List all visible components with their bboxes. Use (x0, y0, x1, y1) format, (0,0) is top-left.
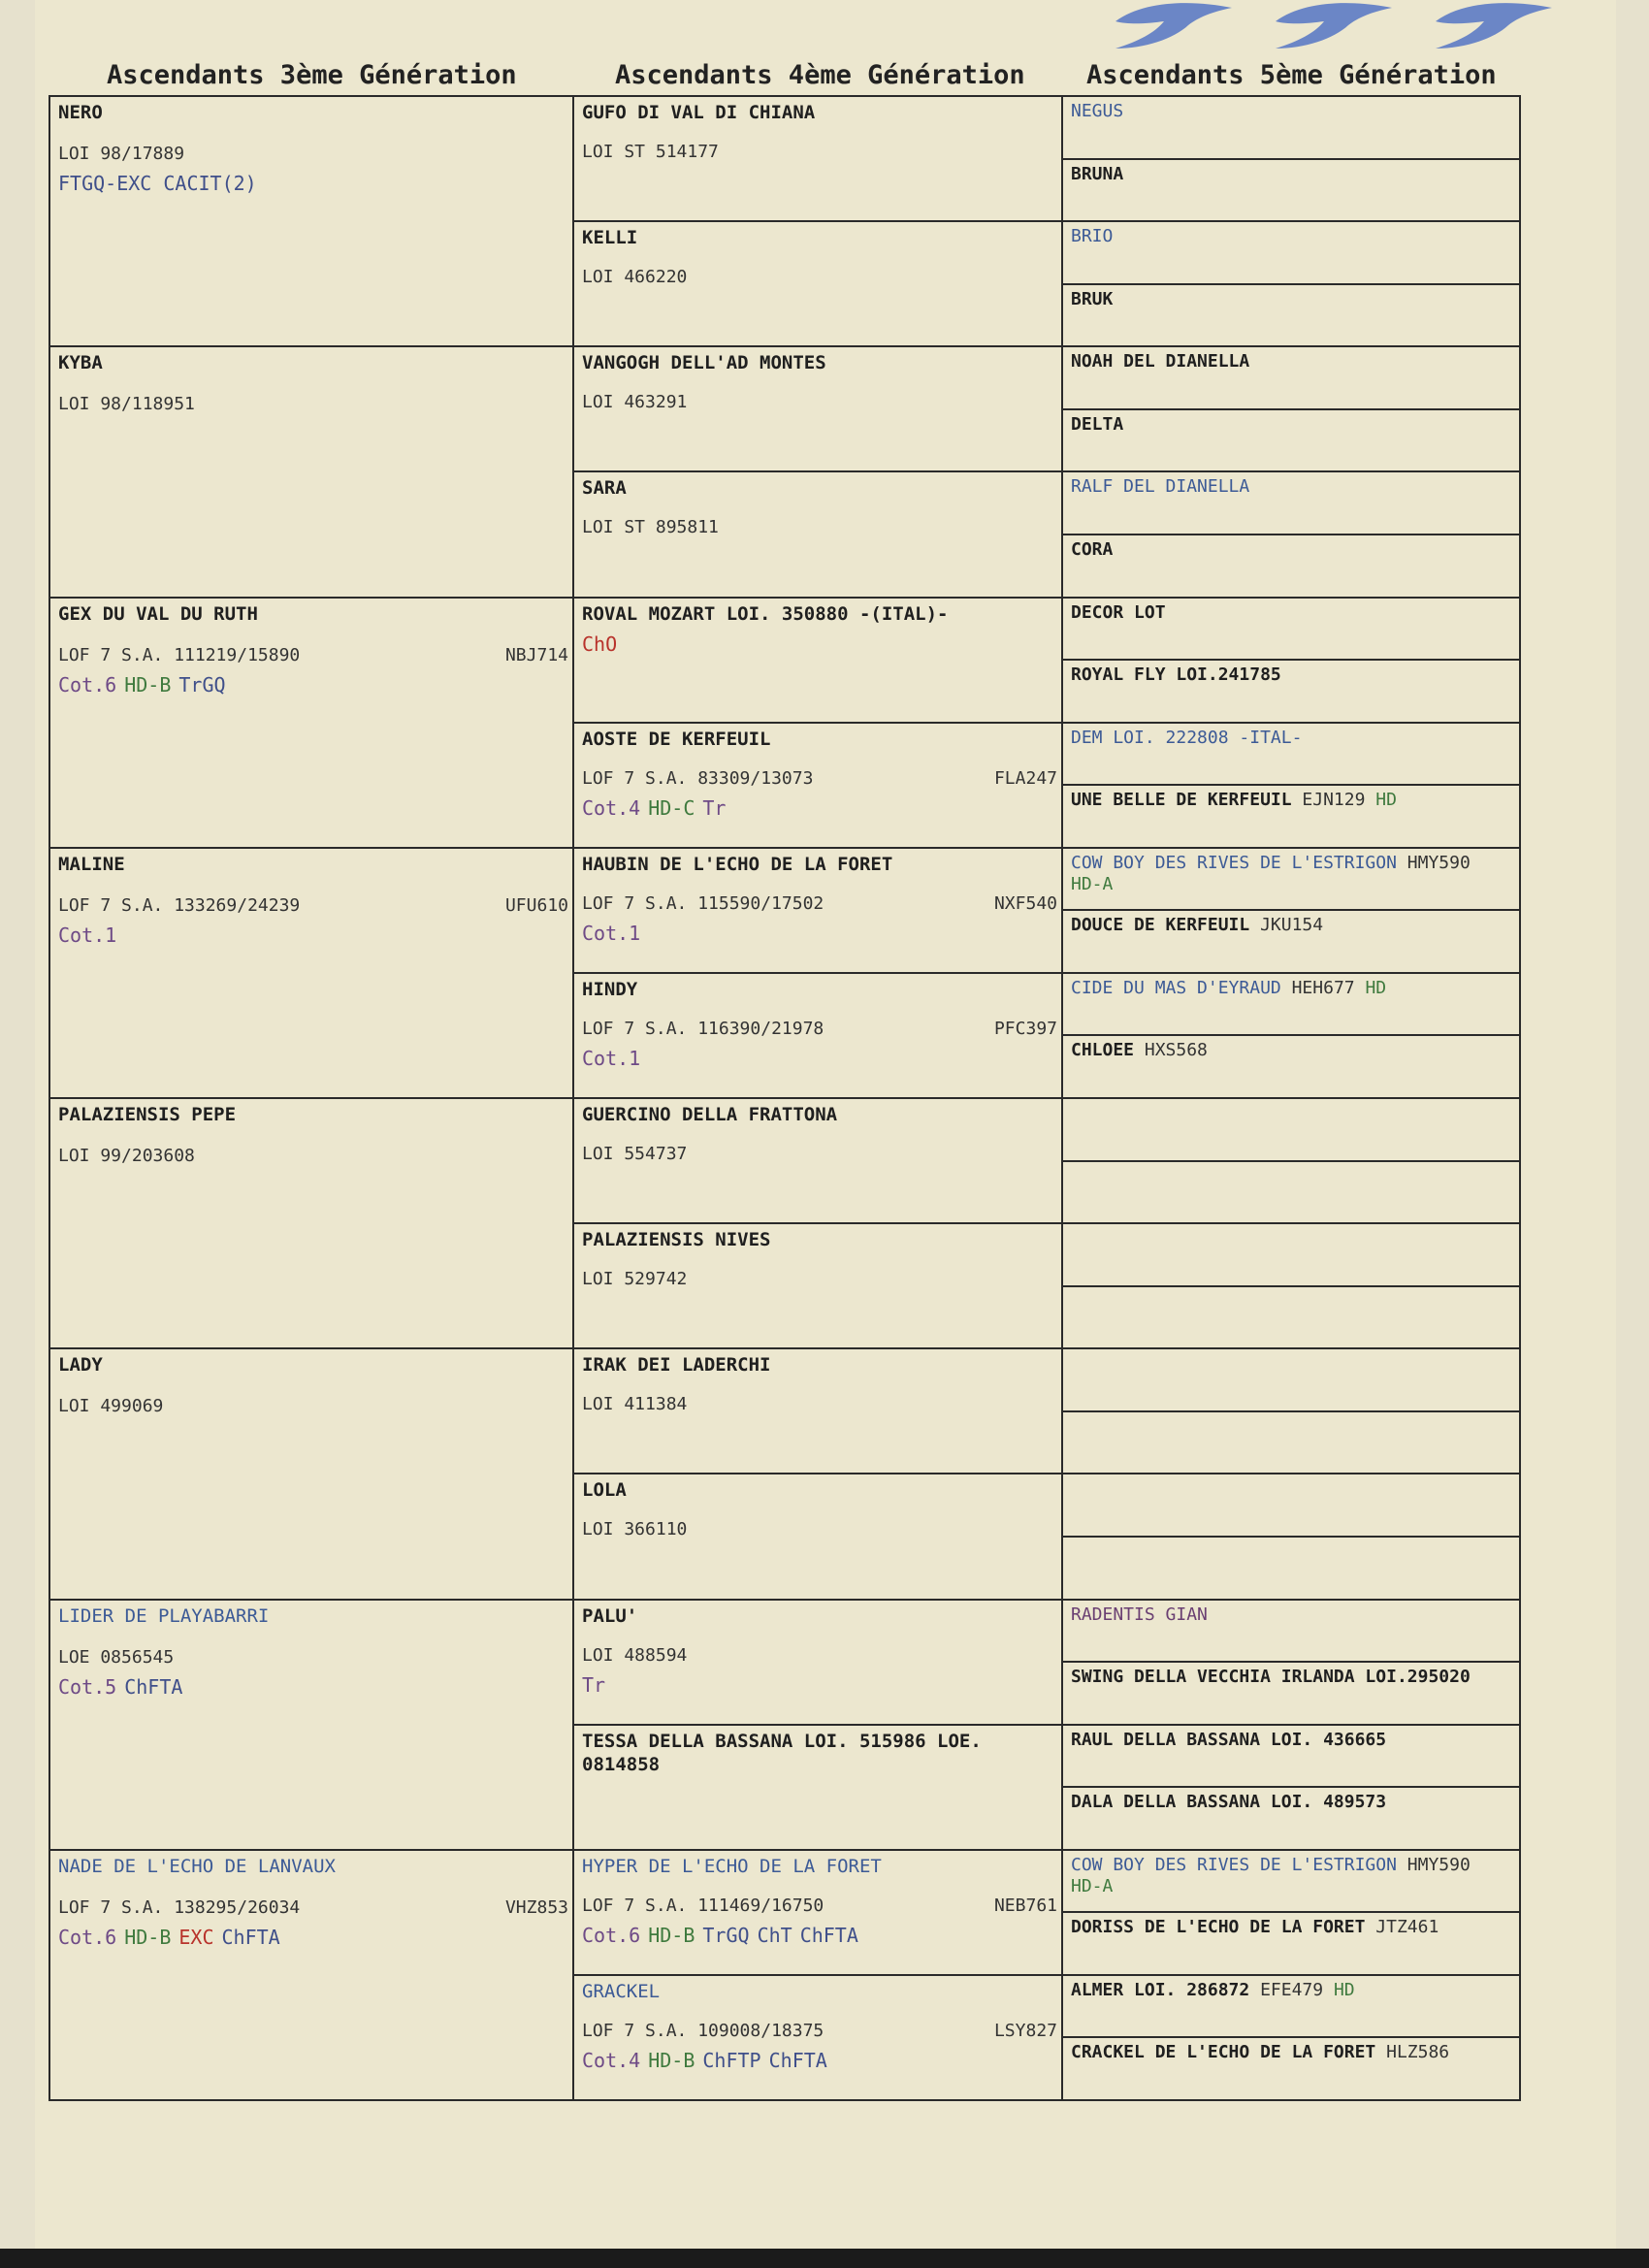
registration (58, 1897, 566, 1919)
title-badge: HD-B (648, 2048, 695, 2072)
identification-code: NBJ714 (504, 644, 568, 665)
dog-name (1071, 664, 1511, 687)
dog-name (1071, 1916, 1511, 1939)
dog-name: KYBA (58, 352, 103, 374)
dog-name-text: DECOR LOT (1071, 601, 1166, 623)
pedigree-cell (1063, 535, 1519, 599)
registration-number: LOI 499069 (58, 1396, 164, 1417)
title-badge: HD-B (124, 672, 172, 697)
identification-code: HLZ586 (1386, 2042, 1450, 2063)
hd-grade: HD (1365, 977, 1387, 998)
dog-name: IRAK DEI LADERCHI (582, 1354, 771, 1377)
dog-name: ROVAL MOZART LOI. 350880 -(ITAL)- (582, 602, 949, 625)
dog-name-text: SWING DELLA VECCHIA IRLANDA LOI.295020 (1071, 1667, 1471, 1688)
registration (582, 517, 1055, 538)
registration (58, 1396, 566, 1417)
title-badge: HD-C (648, 795, 695, 820)
dog-name: VANGOGH DELL'AD MONTES (582, 352, 826, 374)
titles-line (58, 1925, 566, 1950)
pedigree-cell (1063, 472, 1519, 535)
pedigree-cell (50, 97, 574, 347)
dog-name: GEX DU VAL DU RUTH (58, 602, 258, 625)
registration-number: LOI 98/118951 (58, 394, 195, 415)
header-gen5: Ascendants 5ème Génération (1086, 60, 1497, 90)
identification-code: FLA247 (993, 767, 1057, 789)
pedigree-cell (1063, 285, 1519, 348)
dog-name (1071, 977, 1511, 1000)
identification-code: UFU610 (504, 894, 568, 916)
dog-name: LOLA (582, 1479, 627, 1502)
dog-name-text: BRUK (1071, 288, 1114, 309)
pedigree-cell (574, 97, 1063, 222)
dog-name (1071, 288, 1511, 311)
pedigree-cell (1063, 347, 1519, 410)
dog-name-text: DEM LOI. 222808 -ITAL- (1071, 727, 1303, 748)
title-badge: TrGQ (178, 672, 226, 697)
pedigree-cell (50, 1099, 574, 1349)
hd-grade: HD (1375, 790, 1397, 811)
registration-number: LOF 7 S.A. 111469/16750 (582, 1895, 824, 1916)
dog-name-text: NOAH DEL DIANELLA (1071, 351, 1250, 373)
identification-code: NXF540 (993, 892, 1057, 914)
dog-name: LIDER DE PLAYABARRI (58, 1604, 270, 1627)
dog-name: MALINE (58, 853, 125, 875)
dog-name: TESSA DELLA BASSANA LOI. 515986 LOE. 0814858 (582, 1730, 982, 1775)
pedigree-cell (1063, 1412, 1519, 1475)
title-badge: TrGQ (702, 1923, 750, 1947)
dog-name: PALU' (582, 1604, 638, 1627)
pedigree-cell (1063, 1913, 1519, 1976)
identification-code: HEH677 (1291, 977, 1355, 998)
dog-name: HINDY (582, 978, 638, 1000)
pedigree-cell (50, 849, 574, 1099)
dog-name-text: RADENTIS GIAN (1071, 1604, 1208, 1625)
registration-number: LOF 7 S.A. 115590/17502 (582, 892, 824, 914)
dog-name (1071, 413, 1511, 437)
dog-name-text: RALF DEL DIANELLA (1071, 476, 1250, 498)
registration (582, 893, 1055, 915)
dog-name: HAUBIN DE L'ECHO DE LA FORET (582, 853, 893, 875)
pedigree-cell (1063, 786, 1519, 849)
registration-number: LOF 7 S.A. 111219/15890 (58, 644, 301, 665)
registration-number: LOF 7 S.A. 83309/13073 (582, 767, 814, 789)
titles-line (582, 632, 1055, 657)
pedigree-cell (574, 1601, 1063, 1726)
registration-number: LOI 488594 (582, 1644, 688, 1666)
title-badge: ChFTA (124, 1674, 183, 1699)
registration (582, 1645, 1055, 1667)
dog-name: GUFO DI VAL DI CHIANA (582, 102, 816, 123)
registration (58, 394, 566, 415)
pedigree-cell (50, 599, 574, 849)
logo-birds-icon (1106, 0, 1571, 58)
identification-code: LSY827 (993, 2020, 1057, 2041)
pedigree-cell (574, 1099, 1063, 1224)
pedigree-cell (1063, 1099, 1519, 1162)
registration (582, 267, 1055, 288)
dog-name-text: BRIO (1071, 226, 1114, 247)
dog-name: PALAZIENSIS PEPE (58, 1104, 237, 1125)
dog-name-text: COW BOY DES RIVES DE L'ESTRIGON (1071, 852, 1397, 873)
dog-name: PALAZIENSIS NIVES (582, 1229, 771, 1251)
scan-edge (0, 2249, 1649, 2268)
pedigree-cell (1063, 974, 1519, 1037)
pedigree-cell (1063, 1036, 1519, 1099)
registration-number: LOI 463291 (582, 392, 688, 413)
title-badge: ChO (582, 632, 618, 656)
registration (582, 1144, 1055, 1165)
pedigree-cell (1063, 1538, 1519, 1601)
dog-name-text: DORISS DE L'ECHO DE LA FORET (1071, 1917, 1366, 1938)
pedigree-cell (574, 1726, 1063, 1851)
title-badge: HD-B (648, 1923, 695, 1947)
dog-name (1071, 1666, 1511, 1689)
dog-name: NADE DE L'ECHO DE LANVAUX (58, 1855, 336, 1877)
dog-name-text: CORA (1071, 538, 1114, 560)
title-badge: Tr (702, 795, 727, 820)
registration (582, 768, 1055, 790)
pedigree-cell (1063, 1349, 1519, 1412)
registration (582, 142, 1055, 163)
dog-name (1071, 2041, 1511, 2064)
column-gen5 (1061, 95, 1521, 2101)
identification-code: JTZ461 (1375, 1917, 1439, 1938)
identification-code: EJN129 (1302, 790, 1366, 811)
pedigree-cell (1063, 1224, 1519, 1287)
titles-line (582, 795, 1055, 821)
dog-name (1071, 163, 1511, 186)
titles-line (582, 1923, 1055, 1948)
pedigree-cell (50, 1851, 574, 2099)
dog-name-text: CRACKEL DE L'ECHO DE LA FORET (1071, 2042, 1376, 2063)
dog-name (1071, 1729, 1511, 1752)
dog-name: GRACKEL (582, 1980, 661, 2002)
pedigree-cell (1063, 661, 1519, 724)
dog-name-text: UNE BELLE DE KERFEUIL (1071, 790, 1292, 811)
dog-name-text: NEGUS (1071, 101, 1124, 121)
pedigree-cell (1063, 1287, 1519, 1350)
identification-code: PFC397 (993, 1018, 1057, 1039)
pedigree-cell (50, 347, 574, 598)
identification-code: HXS568 (1144, 1040, 1208, 1061)
titles-line (582, 2048, 1055, 2073)
dog-name (1071, 601, 1511, 625)
registration-number: LOI ST 895811 (582, 517, 719, 538)
hd-grade: HD-A (1071, 873, 1114, 894)
title-badge: FTGQ-EXC CACIT(2) (58, 172, 257, 195)
pedigree-cell (1063, 222, 1519, 285)
pedigree-cell (1063, 1976, 1519, 2039)
registration (582, 1269, 1055, 1290)
title-badge: ChFTP (702, 2048, 761, 2072)
registration-number: LOI 529742 (582, 1269, 688, 1290)
dog-name-text: ALMER LOI. 286872 (1071, 1979, 1250, 2000)
column-gen4 (572, 95, 1063, 2101)
dog-name-text: RAUL DELLA BASSANA LOI. 436665 (1071, 1729, 1387, 1750)
title-badge: ChFTA (221, 1925, 280, 1949)
registration (582, 392, 1055, 413)
dog-name (1071, 1854, 1511, 1877)
hd-grade: HD (1333, 1979, 1355, 2000)
dog-name: AOSTE DE KERFEUIL (582, 728, 771, 750)
title-badge: ChFTA (768, 2048, 827, 2072)
dog-name (1071, 1979, 1511, 2002)
dog-name: NERO (58, 102, 103, 123)
pedigree-cell (1063, 1162, 1519, 1225)
title-badge: EXC (178, 1925, 214, 1949)
pedigree-cell (1063, 849, 1519, 912)
pedigree-cell (574, 1474, 1063, 1600)
title-badge: Cot.4 (582, 2048, 641, 2072)
registration-number: LOI 554737 (582, 1144, 688, 1164)
dog-name-text: DELTA (1071, 413, 1124, 435)
titles-line (582, 1046, 1055, 1071)
dog-name-text: CHLOEE (1071, 1040, 1135, 1061)
identification-code: VHZ853 (504, 1896, 568, 1918)
pedigree-cell (1063, 1788, 1519, 1851)
header-gen3: Ascendants 3ème Génération (107, 60, 517, 90)
pedigree-cell (574, 347, 1063, 472)
registration (582, 1519, 1055, 1540)
pedigree-cell (574, 1976, 1063, 2099)
dog-name (1071, 225, 1511, 248)
registration (582, 2021, 1055, 2042)
pedigree-cell (574, 974, 1063, 1099)
dog-name (1071, 914, 1511, 937)
pedigree-cell (1063, 1601, 1519, 1664)
title-badge: ChT (757, 1923, 792, 1947)
dog-name (1071, 538, 1511, 562)
dog-name-text: ROYAL FLY LOI.241785 (1071, 664, 1281, 686)
title-badge: Tr (582, 1672, 606, 1697)
registration-number: LOI 466220 (582, 267, 688, 288)
dog-name (1071, 1604, 1511, 1627)
pedigree-cell (574, 599, 1063, 724)
titles-line (58, 923, 566, 948)
registration-number: LOI 411384 (582, 1394, 688, 1415)
hd-grade: HD-A (1071, 1875, 1114, 1896)
identification-code: EFE479 (1260, 1979, 1324, 2000)
titles-line (58, 171, 566, 196)
titles-line (582, 921, 1055, 946)
registration-number: LOF 7 S.A. 138295/26034 (58, 1896, 301, 1918)
registration-number: LOI ST 514177 (582, 142, 719, 162)
pedigree-cell (574, 724, 1063, 849)
title-badge: Cot.1 (582, 1046, 641, 1070)
registration-number: LOI 98/17889 (58, 144, 185, 164)
registration-number: LOF 7 S.A. 133269/24239 (58, 894, 301, 916)
header-gen4: Ascendants 4ème Génération (615, 60, 1025, 90)
column-gen3 (48, 95, 574, 2101)
pedigree-cell (574, 849, 1063, 974)
pedigree-cell (574, 1851, 1063, 1976)
titles-line (58, 1674, 566, 1700)
registration-number: LOI 366110 (582, 1519, 688, 1540)
pedigree-cell (1063, 2038, 1519, 2099)
title-badge: Cot.5 (58, 1674, 117, 1699)
dog-name (1071, 789, 1511, 812)
dog-name-text: CIDE DU MAS D'EYRAUD (1071, 977, 1281, 998)
dog-name: SARA (582, 477, 627, 500)
dog-name (1071, 727, 1511, 750)
pedigree-cell (50, 1349, 574, 1600)
dog-name-text: BRUNA (1071, 163, 1124, 184)
dog-name (1071, 1791, 1511, 1814)
pedigree-cell (1063, 160, 1519, 223)
pedigree-cell (574, 222, 1063, 347)
dog-name: KELLI (582, 227, 638, 249)
titles-line (58, 672, 566, 697)
pedigree-cell (1063, 97, 1519, 160)
identification-code: JKU154 (1260, 915, 1324, 936)
pedigree-cell (1063, 599, 1519, 662)
identification-code: HMY590 (1406, 852, 1471, 873)
pedigree-cell (574, 1349, 1063, 1474)
pedigree-cell (1063, 1663, 1519, 1726)
pedigree-cell (1063, 1474, 1519, 1538)
identification-code: NEB761 (993, 1895, 1057, 1916)
pedigree-cell (1063, 1726, 1519, 1789)
registration (582, 1019, 1055, 1040)
title-badge: Cot.6 (582, 1923, 641, 1947)
identification-code: HMY590 (1406, 1854, 1471, 1875)
registration-number: LOE 0856545 (58, 1646, 175, 1668)
registration (58, 645, 566, 666)
title-badge: ChFTA (799, 1923, 858, 1947)
titles-line (582, 1672, 1055, 1698)
dog-name (1071, 100, 1511, 123)
registration-number: LOF 7 S.A. 116390/21978 (582, 1018, 824, 1039)
pedigree-cell (1063, 1851, 1519, 1914)
dog-name-text: DALA DELLA BASSANA LOI. 489573 (1071, 1792, 1387, 1813)
pedigree-cell (50, 1601, 574, 1851)
title-badge: Cot.6 (58, 672, 117, 697)
dog-name (1071, 852, 1511, 875)
dog-name (1071, 475, 1511, 499)
dog-name: GUERCINO DELLA FRATTONA (582, 1104, 838, 1125)
registration (58, 895, 566, 917)
registration (582, 1394, 1055, 1415)
dog-name: HYPER DE L'ECHO DE LA FORET (582, 1855, 882, 1877)
pedigree-cell (1063, 410, 1519, 473)
title-badge: Cot.1 (582, 921, 641, 945)
title-badge: Cot.1 (58, 923, 117, 947)
dog-name: LADY (58, 1354, 103, 1377)
registration (58, 144, 566, 165)
pedigree-cell (574, 472, 1063, 598)
registration (58, 1146, 566, 1167)
title-badge: HD-B (124, 1925, 172, 1949)
pedigree-cell (1063, 911, 1519, 974)
pedigree-cell (574, 1224, 1063, 1349)
registration-number: LOI 99/203608 (58, 1146, 195, 1166)
dog-name (1071, 1039, 1511, 1062)
title-badge: Cot.4 (582, 795, 641, 820)
title-badge: Cot.6 (58, 1925, 117, 1949)
dog-name (1071, 350, 1511, 373)
dog-name-text: DOUCE DE KERFEUIL (1071, 915, 1250, 936)
registration (582, 1895, 1055, 1917)
pedigree-cell (1063, 724, 1519, 787)
registration (58, 1647, 566, 1669)
registration-number: LOF 7 S.A. 109008/18375 (582, 2020, 824, 2041)
dog-name-text: COW BOY DES RIVES DE L'ESTRIGON (1071, 1854, 1397, 1875)
